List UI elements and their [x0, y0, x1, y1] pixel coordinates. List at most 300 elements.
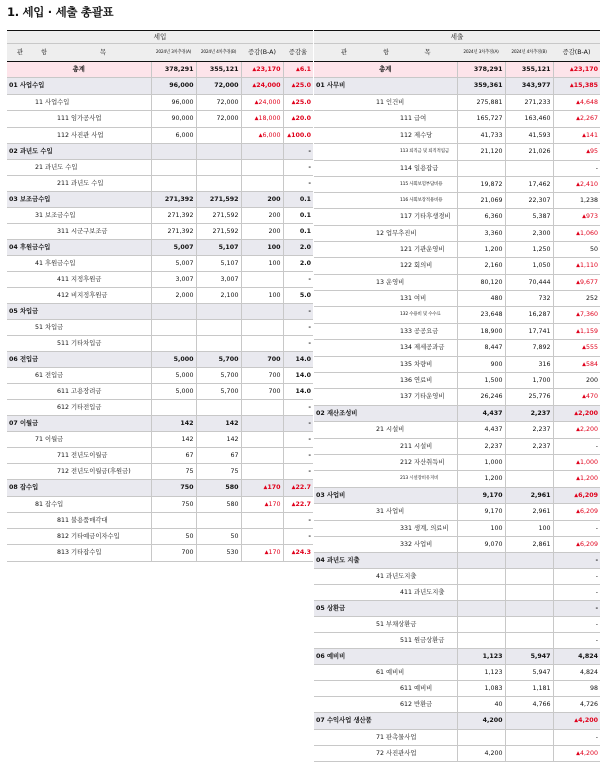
decrease-value: 170 [267, 484, 281, 491]
decrease-triangle-icon: ▲ [582, 213, 587, 220]
hang-row [7, 368, 313, 384]
indent-cell [314, 373, 374, 389]
value-b: 1,050 [505, 258, 553, 275]
value-diff: - [553, 633, 600, 649]
value-diff [241, 144, 283, 160]
value-diff: 4,726 [553, 697, 600, 713]
row-label: 332 사업비 [398, 536, 457, 553]
row-label: 136 연료비 [398, 373, 457, 389]
mok-row [314, 209, 600, 226]
mok-row [314, 389, 600, 406]
mok-row [314, 356, 600, 373]
value-diff [241, 304, 283, 320]
decrease-value: 25.0 [295, 98, 312, 106]
value-b: 316 [505, 356, 553, 373]
mok-row [314, 681, 600, 697]
row-label: 412 비지정후원금 [55, 288, 151, 304]
decrease-value: 4,648 [580, 98, 599, 106]
value-rate [283, 127, 313, 144]
decrease-value: 973 [586, 213, 599, 220]
value-rate: - [283, 160, 313, 176]
value-a: 5,000 [151, 384, 196, 400]
mok-row [7, 464, 313, 480]
value-b: 142 [196, 416, 241, 432]
row-label: 211 과년도 수입 [55, 176, 151, 192]
value-a: 2,237 [457, 438, 505, 454]
value-a: 6,000 [151, 127, 196, 144]
value-b [505, 729, 553, 745]
mok-row [7, 384, 313, 400]
indent-cell [7, 224, 33, 240]
value-rate [283, 61, 313, 78]
value-diff [553, 713, 600, 730]
value-diff: 4,824 [553, 665, 600, 681]
value-b [505, 601, 553, 617]
decrease-value: 6,209 [580, 540, 599, 548]
indent-cell [314, 356, 374, 373]
mok-row [314, 193, 600, 209]
value-diff: 100 [241, 256, 283, 272]
mok-row [314, 160, 600, 176]
value-a: 271,392 [151, 224, 196, 240]
value-diff: 700 [241, 352, 283, 368]
decrease-value: 6,209 [580, 508, 599, 515]
gwan-row [314, 553, 600, 569]
mok-row [314, 438, 600, 454]
decrease-triangle-icon: ▲ [254, 115, 259, 122]
indent-cell [314, 323, 374, 340]
row-label: 811 불용품매각대 [55, 513, 151, 529]
mok-row [7, 111, 313, 128]
value-rate: - [283, 432, 313, 448]
value-rate: 14.0 [283, 384, 313, 400]
indent-cell [314, 160, 374, 176]
decrease-triangle-icon: ▲ [252, 82, 257, 89]
decrease-triangle-icon: ▲ [576, 262, 581, 269]
row-label: 61 전입금 [33, 368, 151, 384]
value-a: 165,727 [457, 111, 505, 128]
decrease-triangle-icon: ▲ [576, 508, 581, 515]
gwan-row [7, 78, 313, 95]
value-a: 2,160 [457, 258, 505, 275]
indent-cell [314, 617, 374, 633]
value-diff: 700 [241, 384, 283, 400]
col-mok: 목 [55, 44, 151, 62]
row-label: 11 인건비 [374, 94, 457, 111]
value-a: 5,007 [151, 256, 196, 272]
value-a: 4,200 [457, 713, 505, 730]
decrease-value: 23,170 [256, 65, 281, 73]
decrease-value: 25.0 [295, 82, 312, 89]
col-gwan: 관 [314, 44, 374, 62]
indent-cell [33, 400, 55, 416]
value-diff [241, 160, 283, 176]
mok-row [7, 513, 313, 529]
mok-row [314, 144, 600, 161]
indent-cell [314, 274, 374, 291]
value-diff: 50 [553, 242, 600, 258]
indent-cell [374, 291, 398, 307]
value-a [457, 729, 505, 745]
value-b: 67 [196, 448, 241, 464]
indent-cell [7, 545, 33, 562]
row-label: 331 생계, 의료비 [398, 520, 457, 536]
value-b: 163,460 [505, 111, 553, 128]
value-diff [241, 127, 283, 144]
value-diff [553, 127, 600, 144]
decrease-triangle-icon: ▲ [576, 750, 581, 756]
decrease-value: 1,000 [580, 458, 599, 466]
value-a: 9,170 [457, 504, 505, 521]
value-a: 6,360 [457, 209, 505, 226]
value-a: 5,000 [151, 368, 196, 384]
value-a: 275,881 [457, 94, 505, 111]
value-b: 16,287 [505, 307, 553, 324]
value-diff: 100 [241, 240, 283, 256]
decrease-value: 22.7 [295, 484, 312, 491]
row-label: 112 사진관 사업 [55, 127, 151, 144]
row-label: 02 재산조성비 [314, 405, 457, 422]
value-rate: - [283, 336, 313, 352]
row-label: 72 사진관사업 [374, 745, 457, 762]
decrease-triangle-icon: ▲ [291, 99, 296, 105]
mok-row [7, 529, 313, 545]
decrease-triangle-icon: ▲ [576, 426, 581, 433]
value-b: 580 [196, 480, 241, 497]
value-a: 26,246 [457, 389, 505, 406]
value-diff [553, 536, 600, 553]
col-hang: 항 [374, 44, 398, 62]
indent-cell [374, 454, 398, 471]
value-b: 17,462 [505, 176, 553, 193]
value-diff [553, 323, 600, 340]
value-a [151, 176, 196, 192]
indent-cell [33, 529, 55, 545]
value-b: 1,700 [505, 373, 553, 389]
value-a: 90,000 [151, 111, 196, 128]
hang-row [7, 256, 313, 272]
value-a [151, 320, 196, 336]
decrease-triangle-icon: ▲ [576, 459, 581, 465]
hang-row [7, 432, 313, 448]
mok-row [314, 127, 600, 144]
row-label: 411 지정후원금 [55, 272, 151, 288]
decrease-triangle-icon: ▲ [569, 66, 574, 72]
decrease-value: 2,267 [580, 115, 599, 122]
indent-cell [374, 633, 398, 649]
value-diff [241, 61, 283, 78]
indent-cell [314, 209, 374, 226]
indent-cell [374, 356, 398, 373]
hang-row [7, 208, 313, 224]
gwan-row [7, 240, 313, 256]
row-label: 115 사회보험부담비용 [398, 176, 457, 193]
indent-cell [314, 242, 374, 258]
decrease-triangle-icon: ▲ [576, 99, 581, 105]
row-label: 711 전년도이월금 [55, 448, 151, 464]
value-b: 142 [196, 432, 241, 448]
decrease-value: 584 [586, 360, 599, 368]
value-rate: 2.0 [283, 256, 313, 272]
mok-row [314, 373, 600, 389]
value-diff: 200 [241, 224, 283, 240]
value-a [151, 304, 196, 320]
decrease-value: 2,200 [580, 426, 599, 433]
indent-cell [314, 569, 374, 585]
hang-row [7, 94, 313, 111]
col-budget-b: 2024년 4차추경(B) [196, 44, 241, 62]
value-rate: - [283, 448, 313, 464]
row-label: 05 상환금 [314, 601, 457, 617]
indent-cell [314, 258, 374, 275]
decrease-triangle-icon: ▲ [569, 82, 574, 89]
row-label: 01 사업수입 [7, 78, 151, 95]
mok-row [7, 224, 313, 240]
decrease-triangle-icon: ▲ [576, 279, 581, 285]
value-diff: - [553, 729, 600, 745]
value-diff [241, 448, 283, 464]
value-diff [553, 78, 600, 95]
indent-cell [314, 307, 374, 324]
row-label: 04 과년도 지출 [314, 553, 457, 569]
value-a: 80,120 [457, 274, 505, 291]
decrease-triangle-icon: ▲ [576, 115, 581, 122]
value-diff [553, 340, 600, 357]
gwan-row [7, 352, 313, 368]
value-rate [283, 111, 313, 128]
indent-cell [374, 258, 398, 275]
value-diff [553, 258, 600, 275]
row-label: 116 사회보장적용비용 [398, 193, 457, 209]
total-row [7, 61, 313, 78]
value-rate [283, 496, 313, 513]
row-label: 611 예비비 [398, 681, 457, 697]
hang-row [7, 320, 313, 336]
row-label: 712 전년도이월금(후원금) [55, 464, 151, 480]
row-label: 02 과년도 수입 [7, 144, 151, 160]
row-label: 51 부채상환금 [374, 617, 457, 633]
value-diff: - [553, 438, 600, 454]
row-label: 813 기타잡수입 [55, 545, 151, 562]
row-label: 21 시설비 [374, 422, 457, 439]
value-a: 41,733 [457, 127, 505, 144]
indent-cell [314, 340, 374, 357]
value-b: 7,892 [505, 340, 553, 357]
gwan-row [314, 601, 600, 617]
value-diff [553, 471, 600, 488]
row-label: 41 후원금수입 [33, 256, 151, 272]
row-label: 81 잡수입 [33, 496, 151, 513]
hang-row [314, 422, 600, 439]
indent-cell [7, 529, 33, 545]
decrease-triangle-icon: ▲ [291, 82, 296, 89]
value-rate: 0.1 [283, 208, 313, 224]
value-diff [241, 480, 283, 497]
value-rate: 14.0 [283, 352, 313, 368]
decrease-triangle-icon: ▲ [291, 115, 296, 122]
decrease-triangle-icon: ▲ [291, 501, 296, 507]
indent-cell [7, 400, 33, 416]
indent-cell [374, 697, 398, 713]
value-a: 1,000 [457, 454, 505, 471]
indent-cell [7, 432, 33, 448]
indent-cell [314, 144, 374, 161]
decrease-triangle-icon: ▲ [263, 484, 268, 491]
value-diff [553, 209, 600, 226]
decrease-value: 6,209 [578, 491, 599, 499]
value-b: 50 [196, 529, 241, 545]
value-diff [553, 356, 600, 373]
row-label: 117 기타후생경비 [398, 209, 457, 226]
value-a: 9,070 [457, 536, 505, 553]
indent-cell [314, 697, 374, 713]
value-diff [241, 416, 283, 432]
value-diff [553, 111, 600, 128]
value-b [505, 585, 553, 601]
indent-cell [374, 209, 398, 226]
row-label: 612 기타전입금 [55, 400, 151, 416]
mok-row [314, 697, 600, 713]
decrease-triangle-icon: ▲ [576, 328, 581, 334]
mok-row [7, 176, 313, 192]
value-a: 9,170 [457, 487, 505, 504]
page-title: 1. 세입 · 세출 총괄표 [7, 5, 114, 19]
row-label: 31 보조금수입 [33, 208, 151, 224]
value-rate: - [283, 464, 313, 480]
value-diff [241, 272, 283, 288]
value-a: 40 [457, 697, 505, 713]
value-b: 580 [196, 496, 241, 513]
indent-cell [7, 320, 33, 336]
value-rate [283, 78, 313, 95]
value-diff [241, 176, 283, 192]
indent-cell [7, 127, 33, 144]
decrease-value: 4,200 [580, 749, 599, 757]
value-a: 75 [151, 464, 196, 480]
decrease-value: 1,159 [580, 327, 599, 335]
row-label: 07 수익사업 생산품 [314, 713, 457, 730]
indent-cell [374, 373, 398, 389]
value-b: 25,776 [505, 389, 553, 406]
hang-row [314, 274, 600, 291]
row-label: 134 제세공과금 [398, 340, 457, 357]
value-diff [553, 225, 600, 242]
indent-cell [7, 496, 33, 513]
value-a: 359,361 [457, 78, 505, 95]
value-a: 700 [151, 545, 196, 562]
value-b [196, 127, 241, 144]
col-mok: 목 [398, 44, 457, 62]
value-b [505, 745, 553, 762]
decrease-value: 4,200 [578, 717, 599, 724]
value-a: 142 [151, 432, 196, 448]
decrease-value: 1,200 [580, 475, 599, 482]
indent-cell [7, 160, 33, 176]
value-diff [553, 61, 600, 78]
indent-cell [374, 160, 398, 176]
value-diff [241, 513, 283, 529]
row-label: 411 과년도지출 [398, 585, 457, 601]
value-a: 2,000 [151, 288, 196, 304]
indent-cell [314, 225, 374, 242]
value-a: 142 [151, 416, 196, 432]
mok-row [314, 585, 600, 601]
mok-row [7, 272, 313, 288]
value-rate [283, 480, 313, 497]
col-budget-b: 2024년 4차추경(B) [505, 44, 553, 62]
mok-row [7, 400, 313, 416]
mok-row [314, 111, 600, 128]
decrease-value: 100.0 [291, 131, 312, 139]
value-rate: - [283, 416, 313, 432]
row-label: 12 업무추진비 [374, 225, 457, 242]
mok-row [7, 448, 313, 464]
value-a: 1,123 [457, 665, 505, 681]
value-diff: 200 [241, 192, 283, 208]
row-label: 612 반환금 [398, 697, 457, 713]
indent-cell [314, 504, 374, 521]
value-rate: - [283, 304, 313, 320]
decrease-triangle-icon: ▲ [574, 410, 579, 416]
gwan-row [314, 78, 600, 95]
value-a: 21,120 [457, 144, 505, 161]
indent-cell [374, 127, 398, 144]
hang-row [7, 496, 313, 513]
indent-cell [314, 291, 374, 307]
decrease-value: 24,000 [258, 98, 281, 106]
row-label: 111 급여 [398, 111, 457, 128]
decrease-triangle-icon: ▲ [576, 230, 581, 236]
value-b [505, 471, 553, 488]
value-rate: - [283, 176, 313, 192]
value-b: 1,181 [505, 681, 553, 697]
gwan-row [7, 144, 313, 160]
value-b [196, 144, 241, 160]
decrease-value: 6.1 [299, 65, 312, 73]
value-diff: 252 [553, 291, 600, 307]
indent-cell [374, 193, 398, 209]
decrease-value: 24.3 [295, 549, 312, 556]
expense-table [314, 30, 600, 762]
mok-row [314, 258, 600, 275]
value-b: 2,237 [505, 422, 553, 439]
row-label: 71 판촉물사업 [374, 729, 457, 745]
indent-cell [33, 384, 55, 400]
value-a: 5,000 [151, 352, 196, 368]
income-table [7, 30, 313, 562]
value-b: 530 [196, 545, 241, 562]
value-a: 900 [457, 356, 505, 373]
value-b: 41,593 [505, 127, 553, 144]
row-label: 21 과년도 수입 [33, 160, 151, 176]
value-a [457, 633, 505, 649]
hang-row [314, 745, 600, 762]
value-b [505, 553, 553, 569]
decrease-value: 7,360 [580, 311, 599, 318]
value-rate: - [283, 529, 313, 545]
value-a: 378,291 [151, 61, 196, 78]
value-a: 1,200 [457, 242, 505, 258]
value-diff [553, 94, 600, 111]
value-diff [241, 496, 283, 513]
row-label: 132 수용비 및 수수료 [398, 307, 457, 324]
row-label: 71 이월금 [33, 432, 151, 448]
decrease-triangle-icon: ▲ [574, 492, 579, 498]
indent-cell [314, 681, 374, 697]
indent-cell [33, 288, 55, 304]
value-a: 23,648 [457, 307, 505, 324]
row-label: 611 고용장려금 [55, 384, 151, 400]
